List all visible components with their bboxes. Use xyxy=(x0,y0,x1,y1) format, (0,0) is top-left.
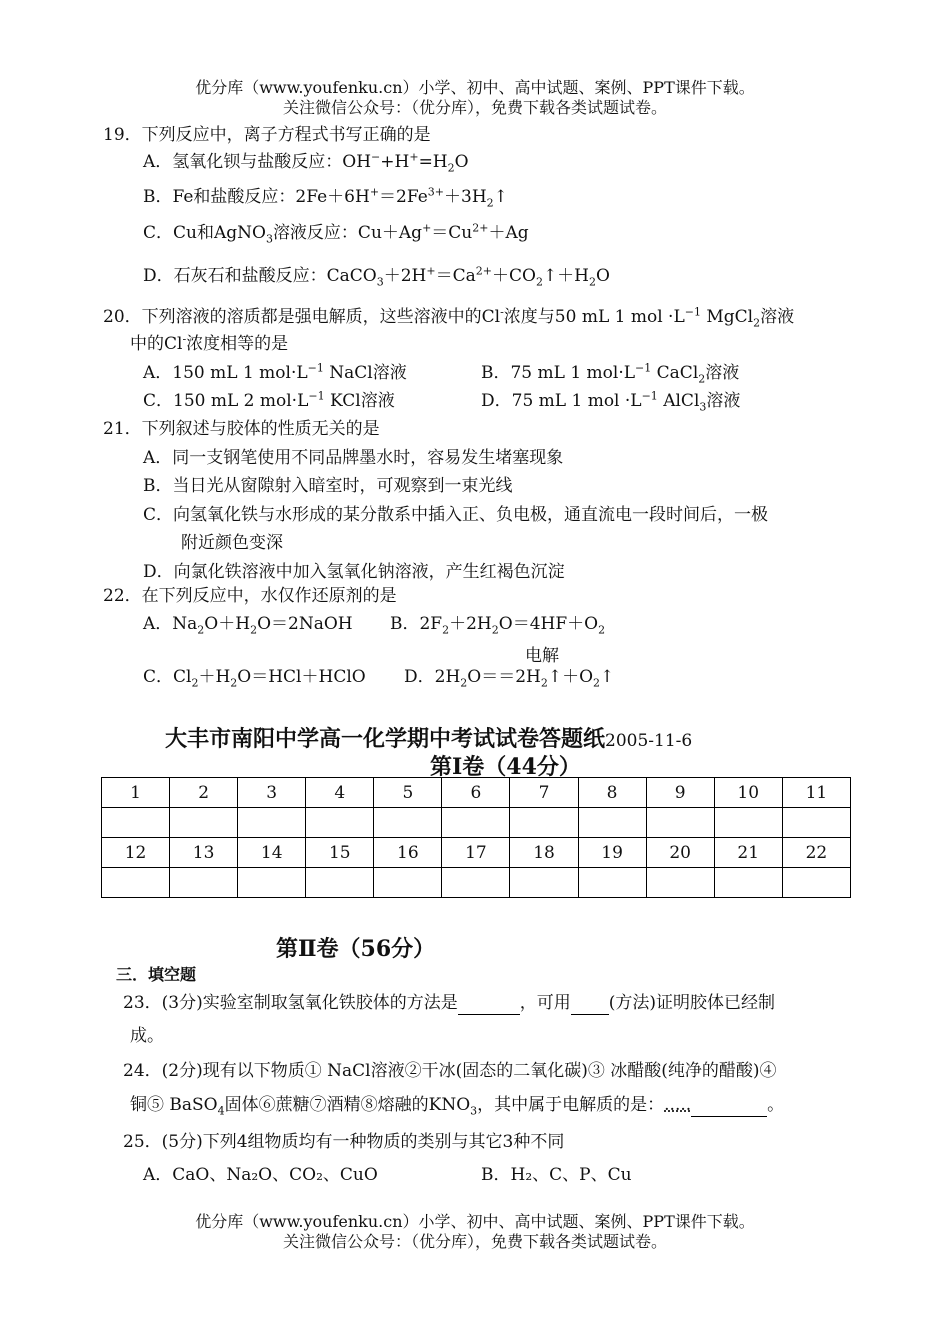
q19-stem: 19．下列反应中，离子方程式书写正确的是 xyxy=(103,125,431,145)
q20-a-tail: NaCl溶液 xyxy=(323,363,407,383)
q19-c-mid: 溶液反应：Cu＋Ag xyxy=(272,223,423,243)
question-number-cell: 11 xyxy=(782,778,850,808)
question-number-cell: 4 xyxy=(306,778,374,808)
answer-cell[interactable] xyxy=(646,808,714,838)
answer-sheet-title xyxy=(165,722,692,753)
question-number-cell: 16 xyxy=(374,838,442,868)
answer-row-blank-2 xyxy=(102,868,851,898)
q22-option-a: A．$Na_2O+H_2O=2NaOH$ xyxy=(143,614,353,637)
question-number-cell: 14 xyxy=(238,838,306,868)
q20-b-text: B．75 mL 1 mol·L xyxy=(481,363,636,383)
q20-stem-2: 中的Cl-浓度相等的是 xyxy=(130,332,289,354)
question-number-cell: 10 xyxy=(714,778,782,808)
question-number-cell: 9 xyxy=(646,778,714,808)
q22-stem: 22．在下列反应中，水仅作还原剂的是 xyxy=(103,586,397,606)
q20-a-text: A．150 mL 1 mol·L xyxy=(143,363,308,383)
q24-line-1: 24．(2分)现有以下物质① NaCl溶液②干冰(固态的二氧化碳)③ 冰醋酸(纯净的醋酸)④ xyxy=(123,1061,777,1081)
answer-sheet-date: 2005-11-6 xyxy=(605,731,693,751)
answer-cell[interactable] xyxy=(306,868,374,898)
q25-option-a: A．CaO、Na₂O、CO₂、CuO xyxy=(143,1165,378,1185)
answer-cell[interactable] xyxy=(714,868,782,898)
answer-cell[interactable] xyxy=(510,808,578,838)
answer-cell[interactable] xyxy=(238,808,306,838)
q19-option-b: B．Fe和盐酸反应：$2Fe+6H^+=2Fe^{3+}+3H_2↑$ xyxy=(143,185,508,210)
q21-option-b: B．当日光从窗隙射入暗室时，可观察到一束光线 xyxy=(143,476,513,496)
q20-option-c: C．150 mL 2 $mol\cdot L^{-1}$ KCl溶液 xyxy=(143,389,395,411)
q20-stem-1d: 溶液 xyxy=(760,307,795,327)
q20-b-tail: CaCl xyxy=(651,363,699,383)
question-number-cell: 22 xyxy=(782,838,850,868)
q23-text-b: ，可用 xyxy=(519,993,571,1013)
answer-cell[interactable] xyxy=(102,808,170,838)
q23-blank-proof[interactable] xyxy=(571,992,609,1015)
q24-dots: ..... xyxy=(664,1095,692,1115)
question-number-cell: 2 xyxy=(170,778,238,808)
answer-row-numbers-2 xyxy=(102,838,851,868)
answer-cell[interactable] xyxy=(442,868,510,898)
q20-option-a: A．150 mL 1 $mol\cdot L^{-1}$ NaCl溶液 xyxy=(143,361,407,383)
q21-option-c-1: C．向氢氧化铁与水形成的某分散系中插入正、负电极，通直流电一段时间后，一极 xyxy=(143,505,769,525)
q21-option-c-2: 附近颜色变深 xyxy=(181,533,283,553)
question-number-cell: 19 xyxy=(578,838,646,868)
question-number-cell: 8 xyxy=(578,778,646,808)
answer-cell[interactable] xyxy=(102,868,170,898)
answer-cell[interactable] xyxy=(782,808,850,838)
footer-line-2: 关注微信公众号：（优分库），免费下载各类试题试卷。 xyxy=(282,1232,667,1251)
q19-option-d: D．石灰石和盐酸反应：$CaCO_3+2H^+=Ca^{2+}+CO_2↑+H_2O$ xyxy=(143,264,610,289)
q20-stem-1: 20．下列溶液的溶质都是强电解质，这些溶液中的Cl-浓度与50 mL 1 mol $\cdot L^{-1}$ MgCl$_2$溶液 xyxy=(103,305,795,330)
q21-option-d: D．向氯化铁溶液中加入氢氧化钠溶液，产生红褐色沉淀 xyxy=(143,562,565,582)
q20-option-b: B．75 mL 1 $mol\cdot L^{-1}$ CaCl$_2$溶液 xyxy=(481,361,740,386)
question-number-cell: 12 xyxy=(102,838,170,868)
part-1-title: 第Ⅰ卷（44分） xyxy=(430,754,581,780)
question-number-cell: 20 xyxy=(646,838,714,868)
question-number-cell: 6 xyxy=(442,778,510,808)
q20-c-tail: KCl溶液 xyxy=(324,391,395,411)
electrolysis-label: 电解 xyxy=(525,646,559,666)
answer-cell[interactable] xyxy=(510,868,578,898)
q21-stem: 21．下列叙述与胶体的性质无关的是 xyxy=(103,419,380,439)
q23-text-c: (方法)证明胶体已经制 xyxy=(608,993,775,1013)
answer-cell[interactable] xyxy=(374,868,442,898)
answer-cell[interactable] xyxy=(238,868,306,898)
q20-option-d: D．75 mL 1 mol $\cdot L^{-1}$ AlCl$_3$溶液 xyxy=(481,389,741,414)
section-fill-in: 三．填空题 xyxy=(116,965,197,984)
q21-option-a: A．同一支钢笔使用不同品牌墨水时，容易发生堵塞现象 xyxy=(143,448,564,468)
answer-cell[interactable] xyxy=(578,868,646,898)
q23-blank-method[interactable] xyxy=(458,992,520,1015)
q24-line-2: 铜⑤ BaSO$_4$固体⑥蔗糖⑦酒精⑧熔融的$KNO_3$，其中属于电解质的是：..... 。 xyxy=(130,1095,785,1118)
q20-stem-1b: 浓度与50 mL 1 mol ·L xyxy=(503,307,685,327)
q19-c-label: C．Cu和AgNO xyxy=(143,223,266,243)
part-2-title: 第Ⅱ卷（56分） xyxy=(276,936,436,962)
q20-stem-1a: 20．下列溶液的溶质都是强电解质，这些溶液中的Cl xyxy=(103,307,501,327)
answer-cell[interactable] xyxy=(578,808,646,838)
answer-cell[interactable] xyxy=(170,808,238,838)
q20-d-end: 溶液 xyxy=(706,391,741,411)
q19-b-label: B．Fe和盐酸反应： xyxy=(143,187,296,207)
q19-option-c: C．Cu和AgNO$_3$溶液反应：$Cu+Ag^+=Cu^{2+}+Ag$ xyxy=(143,221,529,246)
question-number-cell: 21 xyxy=(714,838,782,868)
q22-option-d: D．$2H_2O==2H_2↑+O_2↑$ xyxy=(404,667,615,690)
q24-blank-answer[interactable] xyxy=(691,1094,767,1117)
q20-c-text: C．150 mL 2 mol·L xyxy=(143,391,309,411)
answer-cell[interactable] xyxy=(646,868,714,898)
answer-cell[interactable] xyxy=(782,868,850,898)
q25-option-b: B．H₂、C、P、Cu xyxy=(481,1165,632,1185)
answer-cell[interactable] xyxy=(442,808,510,838)
footer-line-1: 优分库（www.youfenku.cn）小学、初中、高中试题、案例、PPT课件下载。 xyxy=(195,1212,755,1231)
q19-d-label: D．石灰石和盐酸反应： xyxy=(143,266,327,286)
q22-option-c: C．$Cl_2+H_2O=HCl+HClO$ xyxy=(143,667,366,690)
question-number-cell: 15 xyxy=(306,838,374,868)
q20-d-tail: AlCl xyxy=(657,391,700,411)
q19-option-a: A．氢氧化钡与盐酸反应：$OH^-+H^+=H_2O$ xyxy=(143,150,469,175)
q25-stem: 25．(5分)下列4组物质均有一种物质的类别与其它3种不同 xyxy=(123,1132,565,1152)
question-number-cell: 3 xyxy=(238,778,306,808)
question-number-cell: 7 xyxy=(510,778,578,808)
q24-end: 。 xyxy=(767,1095,785,1115)
answer-table xyxy=(101,777,851,898)
q24-text-b: 铜⑤ BaSO xyxy=(130,1095,218,1115)
answer-sheet-title-text: 大丰市南阳中学高一化学期中考试试卷答题纸 xyxy=(165,726,606,752)
header-line-1: 优分库（www.youfenku.cn）小学、初中、高中试题、案例、PPT课件下载。 xyxy=(195,78,755,97)
answer-cell[interactable] xyxy=(714,808,782,838)
q22-option-b: B．$2F_2+2H_2O=4HF+O_2$ xyxy=(390,614,606,637)
q20-b-end: 溶液 xyxy=(705,363,740,383)
q20-stem-1c: MgCl xyxy=(700,307,754,327)
question-number-cell: 13 xyxy=(170,838,238,868)
question-number-cell: 17 xyxy=(442,838,510,868)
q23-text-a: 23．(3分)实验室制取氢氧化铁胶体的方法是 xyxy=(123,993,458,1013)
q23-line-1 xyxy=(123,992,775,1015)
q24-text-d: ，其中属于电解质的是： xyxy=(477,1095,665,1115)
answer-cell[interactable] xyxy=(374,808,442,838)
q20-d-text: D．75 mL 1 mol ·L xyxy=(481,391,642,411)
q24-text-c: 固体⑥蔗糖⑦酒精⑧熔融的KNO xyxy=(224,1095,471,1115)
question-number-cell: 5 xyxy=(374,778,442,808)
q20-stem-2a: 中的Cl xyxy=(130,334,183,354)
q19-a-label: A．氢氧化钡与盐酸反应： xyxy=(143,152,343,172)
answer-cell[interactable] xyxy=(170,868,238,898)
q20-stem-2b: 浓度相等的是 xyxy=(186,334,289,354)
question-number-cell: 18 xyxy=(510,838,578,868)
question-number-cell: 1 xyxy=(102,778,170,808)
answer-row-blank-1 xyxy=(102,808,851,838)
q23-line-2: 成。 xyxy=(130,1026,164,1046)
answer-row-numbers-1 xyxy=(102,778,851,808)
header-line-2: 关注微信公众号：（优分库），免费下载各类试题试卷。 xyxy=(282,98,667,117)
answer-cell[interactable] xyxy=(306,808,374,838)
